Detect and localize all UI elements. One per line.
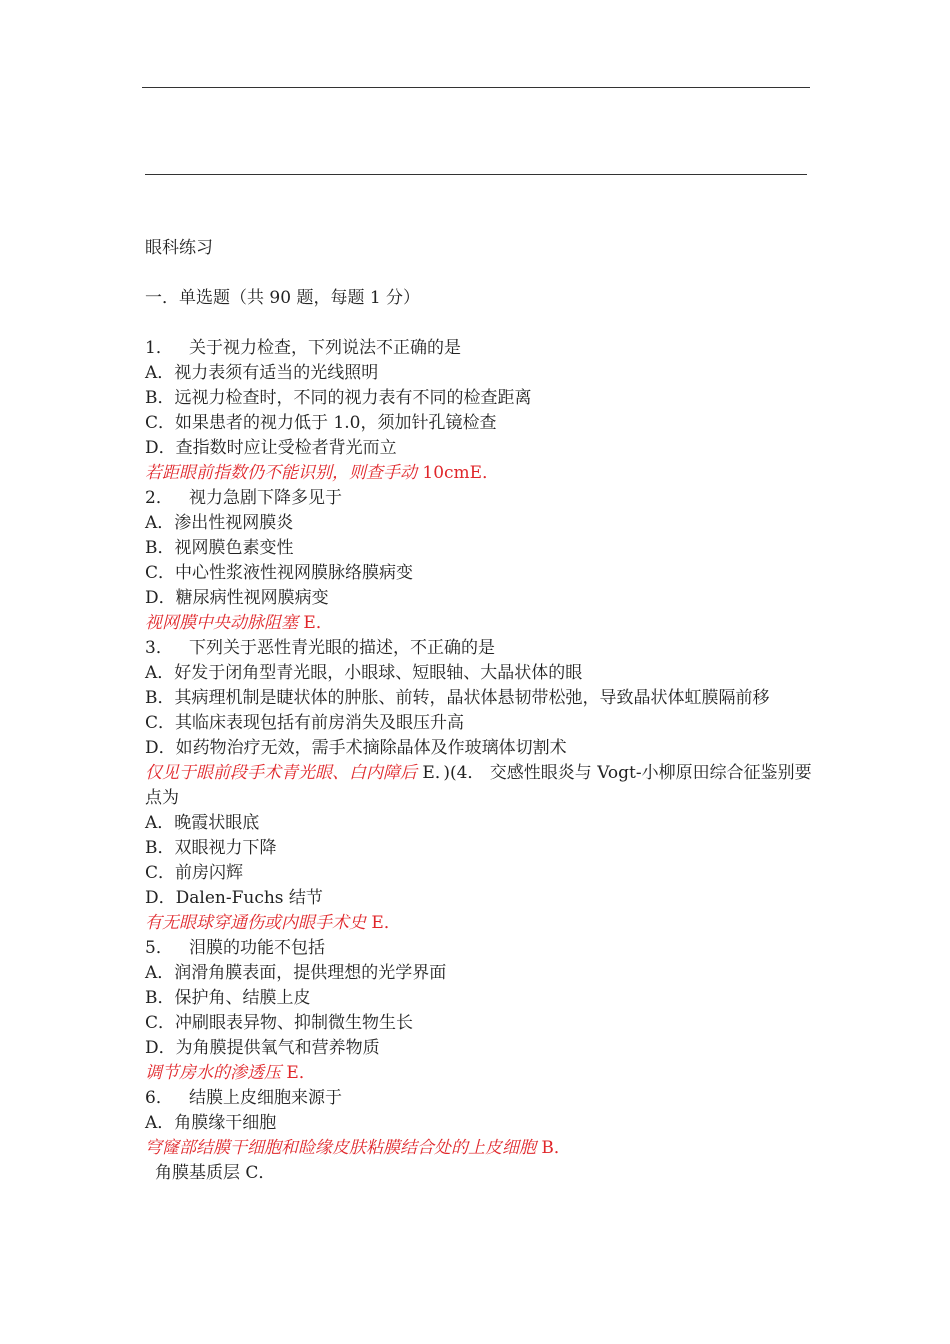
question-2-option-b: B．视网膜色素变性 — [145, 538, 294, 558]
question-6-answer — [145, 1136, 813, 1161]
answer-tail: E． — [298, 613, 333, 633]
question-2-option-a: A．渗出性视网膜炎 — [145, 513, 294, 533]
question-5-option-c: C．冲刷眼表异物、抑制微生物生长 — [145, 1013, 414, 1033]
question-3-option-b: B．其病理机制是睫状体的肿胀、前转，晶状体悬韧带松弛，导致晶状体虹膜隔前移 — [145, 688, 770, 708]
question-1-option-d: D．查指数时应让受检者背光而立 — [145, 438, 397, 458]
question-4-option-c: C．前房闪辉 — [145, 863, 244, 883]
question-1-option-a: A．视力表须有适当的光线照明 — [145, 363, 379, 383]
question-6-stem: 6． 结膜上皮细胞来源于 — [145, 1088, 343, 1108]
question-5-option-d: D．为角膜提供氧气和营养物质 — [145, 1038, 380, 1058]
question-1-option-b: B．远视力检查时，不同的视力表有不同的检查距离 — [145, 388, 532, 408]
page-title: 眼科练习 — [145, 238, 213, 258]
answer-tail: B． — [536, 1138, 571, 1158]
question-4-answer — [145, 911, 813, 936]
question-5-stem: 5． 泪膜的功能不包括 — [145, 938, 326, 958]
answer-text: 有无眼球穿通伤或内眼手术史 — [145, 913, 366, 933]
question-2-answer — [145, 611, 813, 636]
question-2-option-d: D．糖尿病性视网膜病变 — [145, 588, 329, 608]
question-6-option-c: 角膜基质层 C． — [155, 1163, 276, 1183]
question-1-option-c: C．如果患者的视力低于 1.0，须加针孔镜检查 — [145, 413, 497, 433]
question-2-option-c: C．中心性浆液性视网膜脉络膜病变 — [145, 563, 414, 583]
question-3-option-a: A．好发于闭角型青光眼，小眼球、短眼轴、大晶状体的眼 — [145, 663, 583, 683]
question-3-option-d: D．如药物治疗无效，需手术摘除晶体及作玻璃体切割术 — [145, 738, 567, 758]
answer-text: 仅见于眼前段手术青光眼、白内障后 — [145, 763, 417, 783]
answer-text: 若距眼前指数仍不能识别，则查手动 — [145, 463, 417, 483]
answer-tail: 10cmE． — [417, 463, 500, 483]
section-heading: 一．单选题（共 90 题，每题 1 分） — [145, 288, 421, 308]
question-4-option-d: D．Dalen-Fuchs 结节 — [145, 888, 323, 908]
question-2-stem: 2． 视力急剧下降多见于 — [145, 488, 343, 508]
answer-tail-and-question-4-stem: E．)(4． 交感性眼炎与 Vogt-小柳原田综合征鉴别要点为 — [145, 763, 812, 808]
header-rule-top — [142, 87, 810, 88]
answer-text: 调节房水的渗透压 — [145, 1063, 281, 1083]
answer-text: 穹窿部结膜干细胞和睑缘皮肤粘膜结合处的上皮细胞 — [145, 1138, 536, 1158]
question-3-stem: 3． 下列关于恶性青光眼的描述，不正确的是 — [145, 638, 496, 658]
answer-tail: E． — [366, 913, 401, 933]
answer-text: 视网膜中央动脉阻塞 — [145, 613, 298, 633]
question-4-option-b: B．双眼视力下降 — [145, 838, 277, 858]
question-1-answer — [145, 461, 813, 486]
question-3-option-c: C．其临床表现包括有前房消失及眼压升高 — [145, 713, 465, 733]
question-1-stem: 1． 关于视力检查，下列说法不正确的是 — [145, 338, 462, 358]
answer-tail: E． — [281, 1063, 316, 1083]
question-5-answer — [145, 1061, 813, 1086]
question-5-option-a: A．润滑角膜表面，提供理想的光学界面 — [145, 963, 447, 983]
header-rule-bottom — [145, 174, 807, 175]
question-3-answer — [145, 761, 813, 811]
question-4-option-a: A．晚霞状眼底 — [145, 813, 260, 833]
question-5-option-b: B．保护角、结膜上皮 — [145, 988, 311, 1008]
document-body — [145, 236, 813, 1186]
question-6-option-a: A．角膜缘干细胞 — [145, 1113, 277, 1133]
